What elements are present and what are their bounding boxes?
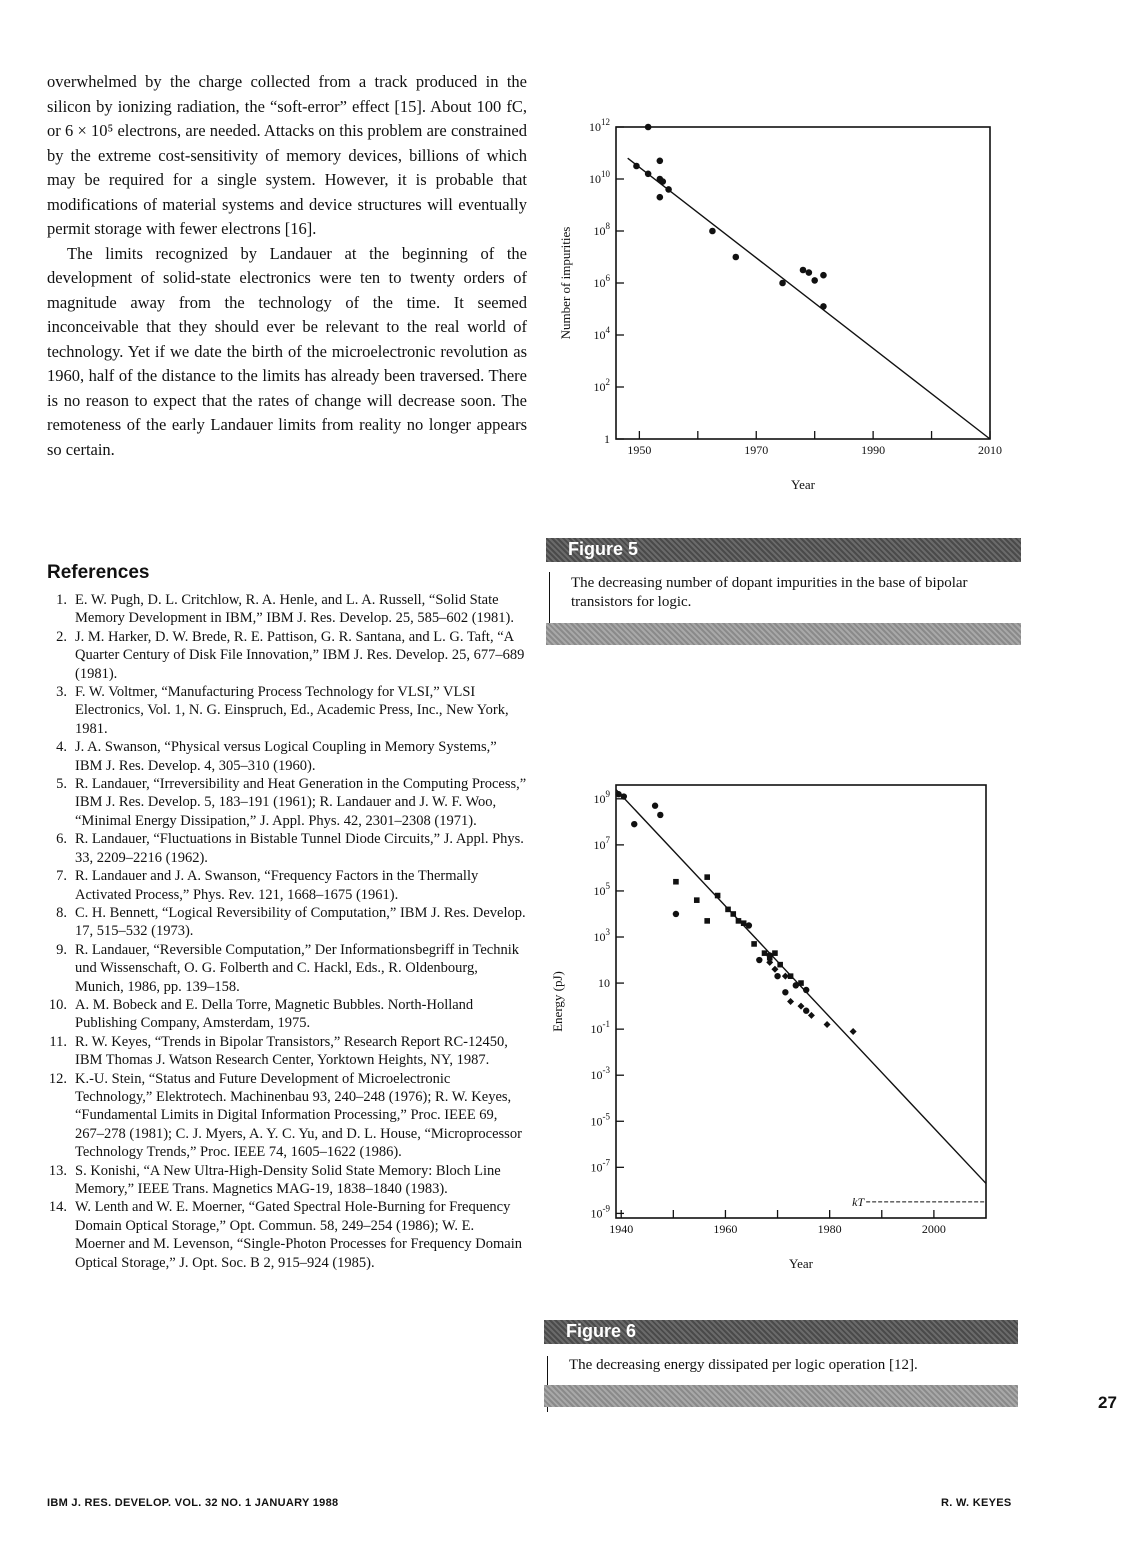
data-point <box>659 178 666 185</box>
figure-6-label: Figure 6 <box>566 1321 637 1341</box>
x-tick-label: 1990 <box>861 443 886 457</box>
reference-text: R. Landauer, “Irreversibility and Heat Generation in the Computing Process,” IBM J. Res. Develop. 5, 183–191 (1961); R. Landauer and J. W. F. Woo, “Minimal Energy Dissipation,” J. Appl. Phys. 42, 2301–2308 (1971). <box>75 776 527 829</box>
y-tick-label <box>594 835 611 852</box>
reference-text: R. Landauer, “Fluctuations in Bistable Tunnel Diode Circuits,” J. Appl. Phys. 33, 2209–2216 (1962). <box>75 831 524 866</box>
reference-item <box>47 775 527 830</box>
reference-text: C. H. Bennett, “Logical Reversibility of Computation,” IBM J. Res. Develop. 17, 515–532 (1973). <box>75 904 526 940</box>
kt-label: kT <box>852 1194 865 1209</box>
y-tick-exponent: 9 <box>605 788 610 799</box>
reference-item <box>47 738 527 775</box>
data-point-square <box>715 893 721 899</box>
figure-5-label: Figure 5 <box>568 539 639 559</box>
data-point-circle <box>774 973 780 979</box>
x-tick-label: 1950 <box>627 443 652 457</box>
y-tick-base: 10 <box>590 1160 603 1175</box>
references-heading: References <box>47 562 150 583</box>
data-point <box>657 194 664 201</box>
figure-6-caption-bar <box>544 1385 1018 1407</box>
data-point-square <box>704 918 710 924</box>
data-point-square <box>694 897 700 903</box>
y-tick-base: 10 <box>589 120 601 134</box>
y-tick-label <box>594 325 611 342</box>
reference-item <box>47 941 527 996</box>
y-tick-label <box>591 1065 611 1082</box>
data-point-square <box>751 941 757 947</box>
y-tick-exponent: -5 <box>602 1111 610 1122</box>
reference-number: 8. <box>56 904 67 921</box>
reference-number: 7. <box>56 868 67 885</box>
figure-5-caption: The decreasing number of dopant impurities in the base of bipolar transistors for logic. <box>571 575 968 610</box>
data-point-circle <box>657 812 663 818</box>
y-tick-label <box>598 976 610 990</box>
data-point-circle <box>782 989 788 995</box>
data-point <box>806 269 813 276</box>
reference-item <box>47 1033 527 1070</box>
reference-text: S. Konishi, “A New Ultra-High-Density Solid State Memory: Bloch Line Memory,” IEEE Trans. Magnetics MAG-19, 1838–1840 (1983). <box>75 1162 501 1197</box>
y-tick-base: 10 <box>593 276 606 290</box>
data-point-square <box>730 911 736 917</box>
y-tick-base: 10 <box>593 837 606 852</box>
data-point-circle <box>652 803 658 809</box>
reference-text: E. W. Pugh, D. L. Critchlow, R. A. Henle, and L. A. Russell, “Solid State Memory Development in IBM,” IBM J. Res. Develop. 25, 585–602 (1981). <box>75 592 514 627</box>
y-tick-base: 10 <box>590 1114 603 1129</box>
y-tick-exponent: -7 <box>602 1157 610 1168</box>
y-tick-exponent: -3 <box>602 1065 610 1076</box>
reference-number: 9. <box>56 941 67 958</box>
y-axis-label: Number of impurities <box>558 226 573 340</box>
reference-text: K.-U. Stein, “Status and Future Development of Microelectronic Technology,” Elektrotech. Machinenbau 93, 240–248 (1976); R. W. Keyes, “Fundamental Limits in Digital Information Processing,” Proc. IEEE 69, 267–278 (1981); C. J. Myers, A. Y. C. Yu, and D. L. House, “Microprocessor Technology Trends,” Proc. IEEE 74, 1605–1622 (1986). <box>75 1070 522 1161</box>
reference-number: 1. <box>56 592 67 608</box>
data-point-diamond <box>850 1028 857 1035</box>
y-tick-label <box>594 377 611 394</box>
y-tick-exponent: 12 <box>601 117 610 127</box>
x-axis-label: Year <box>791 477 815 492</box>
y-tick-label <box>591 1019 611 1036</box>
y-tick-base: 10 <box>593 883 606 898</box>
y-tick-exponent: 2 <box>605 377 610 387</box>
reference-item <box>47 996 527 1033</box>
reference-text: R. Landauer, “Reversible Computation,” Der Informationsbegriff in Technik und Wissenschaft, O. G. Folberth and C. Hackl, Eds., R. Oldenbourg, Munich, 1986, pp. 139–158. <box>75 941 520 995</box>
data-point <box>645 171 652 178</box>
y-tick-base: 10 <box>593 791 606 806</box>
y-tick-base: 10 <box>598 976 610 991</box>
reference-text: R. W. Keyes, “Trends in Bipolar Transistors,” Research Report RC-12450, IBM Thomas J. Watson Research Center, Yorktown Heights, NY, 1987. <box>75 1033 508 1069</box>
data-point-square <box>741 920 747 926</box>
figure-5-chart <box>548 110 1008 500</box>
y-tick-label <box>594 881 611 898</box>
reference-item <box>47 1162 527 1199</box>
data-point-square <box>772 950 778 956</box>
y-tick-exponent: -9 <box>602 1203 610 1214</box>
figure-5-label-bar <box>546 538 1021 562</box>
y-tick-label <box>591 1111 611 1128</box>
y-tick-label <box>604 432 610 446</box>
plot-frame <box>616 127 990 439</box>
data-point <box>820 272 827 279</box>
reference-number: 14. <box>48 1199 67 1216</box>
reference-text: R. Landauer and J. A. Swanson, “Frequency Factors in the Thermally Activated Process,” Phys. Rev. 121, 1668–1675 (1961). <box>75 868 479 903</box>
reference-item <box>47 628 527 683</box>
body-paragraph-2: The limits recognized by Landauer at the beginning of the development of solid-state electronics were ten to twenty orders of magnitude away from the technology of the time. It seemed inconceivable that they should ever be relevant to the real world of technology. Yet if we date the birth of the microelectronic revolution as 1960, half of the distance to the limits has already been traversed. There is no reason to expect that the rates of change will decrease soon. The remoteness of the early Landauer limits from reality no longer appears so certain. <box>47 243 527 459</box>
data-point-circle <box>621 793 627 799</box>
x-tick-label: 2010 <box>978 443 1002 457</box>
x-axis-label: Year <box>789 1256 813 1271</box>
reference-text: J. A. Swanson, “Physical versus Logical Coupling in Memory Systems,” IBM J. Res. Develop. 4, 305–310 (1960). <box>75 739 497 774</box>
trend-line <box>616 790 986 1184</box>
figure-6-label-bar <box>544 1320 1018 1344</box>
reference-item <box>47 1198 527 1272</box>
y-tick-exponent: 10 <box>601 169 610 179</box>
data-point-square <box>777 962 783 968</box>
y-tick-base: 10 <box>593 380 606 394</box>
y-tick-base: 10 <box>589 172 601 186</box>
y-tick-exponent: 6 <box>605 273 610 283</box>
data-point <box>779 280 786 287</box>
y-tick-label <box>594 927 611 944</box>
data-point-square <box>673 879 679 885</box>
data-point-square <box>762 950 768 956</box>
figure-6-caption: The decreasing energy dissipated per logic operation [12]. <box>569 1357 918 1373</box>
data-point-diamond <box>787 998 794 1005</box>
data-point-diamond <box>824 1021 831 1028</box>
y-tick-label <box>594 273 611 290</box>
body-paragraph-1: overwhelmed by the charge collected from a track produced in the silicon by ionizing radiation, the “soft-error” effect [15]. About 100 fC, or 6 × 10⁵ electrons, are needed. Attacks on this problem are constrained by the extreme cost-sensitivity of memory devices, billions of which may be required for a single system. However, it is probable that modifications of material systems and device structures will eventually permit storage with fewer electrons [16]. <box>47 72 527 238</box>
data-point <box>820 303 827 310</box>
data-point <box>732 254 739 261</box>
y-tick-exponent: 7 <box>605 834 610 845</box>
reference-item <box>47 683 527 738</box>
references-list <box>47 591 527 1272</box>
reference-text: A. M. Bobeck and E. Della Torre, Magnetic Bubbles. North-Holland Publishing Company, Amsterdam, 1975. <box>75 996 474 1032</box>
reference-item <box>47 867 527 904</box>
y-tick-base: 10 <box>593 930 606 945</box>
y-tick-label <box>589 117 610 134</box>
data-point <box>633 163 640 170</box>
data-point <box>665 186 672 193</box>
data-point <box>709 228 716 235</box>
data-point-circle <box>746 922 752 928</box>
reference-number: 6. <box>56 831 67 848</box>
data-point-circle <box>803 1008 809 1014</box>
y-tick-exponent: 3 <box>605 927 610 938</box>
x-tick-label: 2000 <box>921 1222 946 1236</box>
y-tick-exponent: 8 <box>605 221 610 231</box>
reference-number: 11. <box>49 1033 67 1050</box>
figure-6-chart <box>548 775 1008 1280</box>
reference-item <box>47 591 527 628</box>
x-tick-label: 1980 <box>817 1222 842 1236</box>
page-number: 27 <box>1098 1393 1117 1412</box>
data-point-circle <box>803 987 809 993</box>
data-point <box>811 277 818 284</box>
data-point-circle <box>793 982 799 988</box>
body-text <box>47 70 527 462</box>
y-tick-base: 1 <box>604 432 610 446</box>
data-point-square <box>704 874 710 880</box>
y-tick-exponent: 4 <box>605 325 610 335</box>
data-point-diamond <box>808 1012 815 1019</box>
y-tick-base: 10 <box>590 1206 603 1221</box>
data-point-circle <box>756 957 762 963</box>
reference-text: J. M. Harker, D. W. Brede, R. E. Pattison, G. R. Santana, and L. G. Taft, “A Quarter Century of Disk File Innovation,” IBM J. Res. Develop. 25, 677–689 (1981). <box>75 628 525 682</box>
data-point <box>657 158 664 165</box>
reference-number: 13. <box>48 1162 67 1179</box>
y-tick-label <box>591 1157 611 1174</box>
footer-author: R. W. KEYES <box>941 1497 1012 1509</box>
figure-5-caption-bar <box>546 623 1021 645</box>
data-point-diamond <box>798 1003 805 1010</box>
data-point <box>645 124 652 131</box>
reference-item <box>47 1070 527 1162</box>
data-point <box>800 267 807 274</box>
x-tick-label: 1960 <box>713 1222 738 1236</box>
reference-text: W. Lenth and W. E. Moerner, “Gated Spectral Hole-Burning for Frequency Domain Optical Storage,” Opt. Commun. 58, 249–254 (1986); W. E. Moerner and M. Levenson, “Single-Photon Processes for Frequency Domain Optical Storage,” J. Opt. Soc. B 2, 915–924 (1985). <box>75 1199 522 1271</box>
footer-journal: IBM J. RES. DEVELOP. VOL. 32 NO. 1 JANUARY 1988 <box>47 1497 339 1509</box>
x-tick-label: 1970 <box>744 443 769 457</box>
y-tick-label <box>594 221 611 238</box>
reference-number: 2. <box>56 628 67 645</box>
y-tick-label <box>594 789 611 806</box>
y-tick-base: 10 <box>590 1022 603 1037</box>
reference-item <box>47 830 527 867</box>
y-axis-label: Energy (pJ) <box>550 971 565 1032</box>
plot-frame <box>616 785 986 1218</box>
y-tick-label <box>591 1203 611 1220</box>
reference-number: 3. <box>56 684 67 701</box>
data-point-circle <box>631 821 637 827</box>
data-point-square <box>725 907 731 913</box>
y-tick-base: 10 <box>593 328 606 342</box>
reference-item <box>47 904 527 941</box>
reference-number: 12. <box>48 1070 67 1087</box>
y-tick-base: 10 <box>590 1068 603 1083</box>
y-tick-exponent: 5 <box>605 880 610 891</box>
data-point-circle <box>673 911 679 917</box>
y-tick-label <box>589 169 611 186</box>
reference-text: F. W. Voltmer, “Manufacturing Process Technology for VLSI,” VLSI Electronics, Vol. 1, N. G. Einspruch, Ed., Academic Press, Inc., New York, 1981. <box>75 684 509 737</box>
data-point-square <box>798 980 804 986</box>
y-tick-base: 10 <box>593 224 606 238</box>
trend-line <box>628 158 990 439</box>
reference-number: 4. <box>56 739 67 756</box>
reference-number: 5. <box>56 776 67 793</box>
data-point-square <box>736 918 742 924</box>
y-tick-exponent: -1 <box>602 1019 610 1030</box>
x-tick-label: 1940 <box>609 1222 634 1236</box>
reference-number: 10. <box>48 996 67 1013</box>
